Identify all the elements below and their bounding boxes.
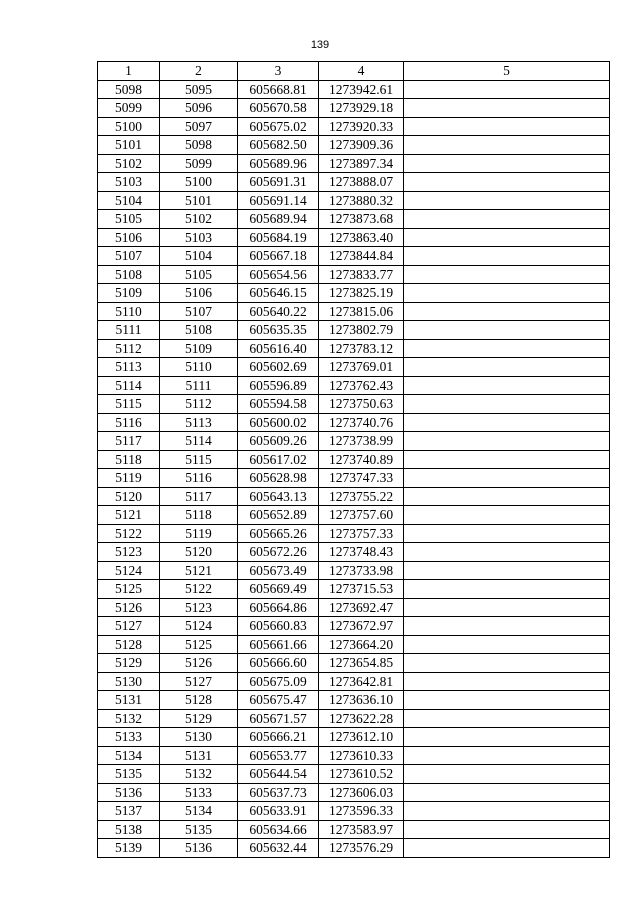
table-cell-col-2: 5122 [160, 580, 238, 599]
table-row [98, 450, 610, 469]
table-cell-col-4: 1273880.32 [319, 191, 404, 210]
table-cell-col-4: 1273715.53 [319, 580, 404, 599]
table-row [98, 247, 610, 266]
table-row [98, 80, 610, 99]
table-cell-col-5 [404, 210, 610, 229]
table-cell-col-1: 5112 [98, 339, 160, 358]
table-row [98, 617, 610, 636]
table-row [98, 413, 610, 432]
table-cell-col-1: 5100 [98, 117, 160, 136]
table-cell-col-4: 1273747.33 [319, 469, 404, 488]
table-cell-col-2: 5117 [160, 487, 238, 506]
table-cell-col-1: 5109 [98, 284, 160, 303]
table-row [98, 469, 610, 488]
table-cell-col-2: 5120 [160, 543, 238, 562]
table-cell-col-2: 5105 [160, 265, 238, 284]
table-cell-col-3: 605691.31 [238, 173, 319, 192]
table-row [98, 136, 610, 155]
table-cell-col-5 [404, 117, 610, 136]
table-cell-col-3: 605602.69 [238, 358, 319, 377]
table-cell-col-4: 1273612.10 [319, 728, 404, 747]
table-cell-col-5 [404, 524, 610, 543]
table-cell-col-2: 5099 [160, 154, 238, 173]
table-cell-col-5 [404, 395, 610, 414]
table-cell-col-2: 5131 [160, 746, 238, 765]
table-cell-col-4: 1273909.36 [319, 136, 404, 155]
table-cell-col-3: 605632.44 [238, 839, 319, 858]
table-row [98, 802, 610, 821]
table-cell-col-4: 1273815.06 [319, 302, 404, 321]
table-cell-col-2: 5135 [160, 820, 238, 839]
table-cell-col-3: 605671.57 [238, 709, 319, 728]
table-cell-col-2: 5121 [160, 561, 238, 580]
table-cell-col-3: 605640.22 [238, 302, 319, 321]
table-cell-col-2: 5114 [160, 432, 238, 451]
table-cell-col-4: 1273740.89 [319, 450, 404, 469]
table-cell-col-3: 605672.26 [238, 543, 319, 562]
table-cell-col-1: 5124 [98, 561, 160, 580]
table-cell-col-3: 605666.21 [238, 728, 319, 747]
table-cell-col-5 [404, 376, 610, 395]
table-cell-col-2: 5109 [160, 339, 238, 358]
table-cell-col-1: 5122 [98, 524, 160, 543]
table-cell-col-2: 5129 [160, 709, 238, 728]
table-cell-col-4: 1273929.18 [319, 99, 404, 118]
table-row [98, 709, 610, 728]
table-row [98, 580, 610, 599]
table-cell-col-3: 605653.77 [238, 746, 319, 765]
table-cell-col-3: 605633.91 [238, 802, 319, 821]
table-cell-col-3: 605684.19 [238, 228, 319, 247]
table-cell-col-1: 5106 [98, 228, 160, 247]
table-cell-col-5 [404, 561, 610, 580]
table-cell-col-2: 5110 [160, 358, 238, 377]
table-cell-col-2: 5106 [160, 284, 238, 303]
table-cell-col-2: 5102 [160, 210, 238, 229]
table-cell-col-4: 1273692.47 [319, 598, 404, 617]
table-cell-col-1: 5099 [98, 99, 160, 118]
table-cell-col-5 [404, 802, 610, 821]
table-cell-col-3: 605594.58 [238, 395, 319, 414]
table-row [98, 543, 610, 562]
table-cell-col-4: 1273825.19 [319, 284, 404, 303]
table-cell-col-5 [404, 543, 610, 562]
table-row [98, 524, 610, 543]
table-cell-col-4: 1273733.98 [319, 561, 404, 580]
table-cell-col-3: 605600.02 [238, 413, 319, 432]
table-row [98, 561, 610, 580]
table-cell-col-5 [404, 598, 610, 617]
table-cell-col-3: 605666.60 [238, 654, 319, 673]
table-cell-col-5 [404, 635, 610, 654]
table-cell-col-1: 5110 [98, 302, 160, 321]
table-cell-col-1: 5130 [98, 672, 160, 691]
table-cell-col-2: 5103 [160, 228, 238, 247]
table-cell-col-2: 5132 [160, 765, 238, 784]
table-cell-col-1: 5125 [98, 580, 160, 599]
table-row [98, 820, 610, 839]
table-cell-col-5 [404, 839, 610, 858]
table-cell-col-1: 5136 [98, 783, 160, 802]
table-cell-col-1: 5120 [98, 487, 160, 506]
table-cell-col-3: 605664.86 [238, 598, 319, 617]
table-row [98, 284, 610, 303]
table-cell-col-2: 5133 [160, 783, 238, 802]
table-cell-col-1: 5137 [98, 802, 160, 821]
table-cell-col-1: 5115 [98, 395, 160, 414]
table-cell-col-1: 5105 [98, 210, 160, 229]
table-cell-col-3: 605616.40 [238, 339, 319, 358]
table-cell-col-5 [404, 820, 610, 839]
column-header-4: 4 [319, 62, 404, 81]
table-cell-col-4: 1273610.52 [319, 765, 404, 784]
table-cell-col-4: 1273672.97 [319, 617, 404, 636]
table-row [98, 432, 610, 451]
table-cell-col-4: 1273755.22 [319, 487, 404, 506]
table-cell-col-3: 605673.49 [238, 561, 319, 580]
table-row [98, 117, 610, 136]
table-cell-col-1: 5119 [98, 469, 160, 488]
table-cell-col-1: 5121 [98, 506, 160, 525]
table-cell-col-4: 1273622.28 [319, 709, 404, 728]
table-cell-col-3: 605665.26 [238, 524, 319, 543]
table-cell-col-1: 5108 [98, 265, 160, 284]
table-cell-col-5 [404, 506, 610, 525]
table-row [98, 376, 610, 395]
table-cell-col-1: 5114 [98, 376, 160, 395]
table-cell-col-1: 5129 [98, 654, 160, 673]
table-cell-col-5 [404, 321, 610, 340]
table-cell-col-5 [404, 691, 610, 710]
table-cell-col-3: 605596.89 [238, 376, 319, 395]
table-cell-col-5 [404, 783, 610, 802]
table-cell-col-2: 5124 [160, 617, 238, 636]
table-cell-col-2: 5130 [160, 728, 238, 747]
page-number: 139 [310, 39, 330, 51]
table-cell-col-4: 1273757.33 [319, 524, 404, 543]
table-cell-col-1: 5118 [98, 450, 160, 469]
table-cell-col-1: 5131 [98, 691, 160, 710]
table-cell-col-3: 605634.66 [238, 820, 319, 839]
table-cell-col-4: 1273583.97 [319, 820, 404, 839]
column-header-1: 1 [98, 62, 160, 81]
table-cell-col-3: 605644.54 [238, 765, 319, 784]
table-cell-col-3: 605675.02 [238, 117, 319, 136]
table-cell-col-1: 5123 [98, 543, 160, 562]
table-row [98, 173, 610, 192]
table-cell-col-1: 5098 [98, 80, 160, 99]
table-cell-col-4: 1273654.85 [319, 654, 404, 673]
table-cell-col-1: 5135 [98, 765, 160, 784]
table-cell-col-5 [404, 469, 610, 488]
table-cell-col-2: 5111 [160, 376, 238, 395]
table-cell-col-5 [404, 358, 610, 377]
table-cell-col-2: 5127 [160, 672, 238, 691]
table-cell-col-2: 5126 [160, 654, 238, 673]
table-cell-col-2: 5113 [160, 413, 238, 432]
table-cell-col-5 [404, 672, 610, 691]
table-cell-col-1: 5127 [98, 617, 160, 636]
table-cell-col-5 [404, 99, 610, 118]
table-cell-col-1: 5128 [98, 635, 160, 654]
table-row [98, 839, 610, 858]
table-cell-col-1: 5104 [98, 191, 160, 210]
table-cell-col-4: 1273750.63 [319, 395, 404, 414]
coordinates-table [97, 61, 610, 858]
table-cell-col-3: 605675.09 [238, 672, 319, 691]
table-cell-col-2: 5104 [160, 247, 238, 266]
table-cell-col-5 [404, 654, 610, 673]
table-cell-col-5 [404, 173, 610, 192]
table-cell-col-3: 605661.66 [238, 635, 319, 654]
table-cell-col-1: 5117 [98, 432, 160, 451]
table-cell-col-5 [404, 765, 610, 784]
table-cell-col-2: 5112 [160, 395, 238, 414]
table-cell-col-5 [404, 154, 610, 173]
table-cell-col-3: 605643.13 [238, 487, 319, 506]
table-cell-col-5 [404, 247, 610, 266]
table-cell-col-1: 5103 [98, 173, 160, 192]
table-row [98, 228, 610, 247]
table-cell-col-4: 1273783.12 [319, 339, 404, 358]
table-cell-col-4: 1273664.20 [319, 635, 404, 654]
table-cell-col-1: 5102 [98, 154, 160, 173]
table-cell-col-2: 5097 [160, 117, 238, 136]
table-row [98, 728, 610, 747]
table-cell-col-2: 5101 [160, 191, 238, 210]
table-cell-col-4: 1273897.34 [319, 154, 404, 173]
table-cell-col-5 [404, 191, 610, 210]
table-cell-col-5 [404, 432, 610, 451]
table-cell-col-5 [404, 746, 610, 765]
table-cell-col-4: 1273738.99 [319, 432, 404, 451]
table-cell-col-3: 605617.02 [238, 450, 319, 469]
table-cell-col-3: 605654.56 [238, 265, 319, 284]
table-row [98, 506, 610, 525]
table-cell-col-2: 5128 [160, 691, 238, 710]
table-cell-col-2: 5118 [160, 506, 238, 525]
table-cell-col-5 [404, 265, 610, 284]
column-header-3: 3 [238, 62, 319, 81]
table-row [98, 598, 610, 617]
table-cell-col-4: 1273606.03 [319, 783, 404, 802]
table-cell-col-2: 5125 [160, 635, 238, 654]
table-cell-col-3: 605609.26 [238, 432, 319, 451]
table-cell-col-4: 1273576.29 [319, 839, 404, 858]
table-cell-col-2: 5107 [160, 302, 238, 321]
table-cell-col-1: 5113 [98, 358, 160, 377]
table-cell-col-3: 605660.83 [238, 617, 319, 636]
table-cell-col-1: 5133 [98, 728, 160, 747]
column-header-5: 5 [404, 62, 610, 81]
table-cell-col-4: 1273863.40 [319, 228, 404, 247]
table-cell-col-3: 605691.14 [238, 191, 319, 210]
table-cell-col-5 [404, 487, 610, 506]
table-cell-col-1: 5132 [98, 709, 160, 728]
table-cell-col-5 [404, 728, 610, 747]
table-cell-col-5 [404, 450, 610, 469]
table-cell-col-4: 1273762.43 [319, 376, 404, 395]
table-cell-col-3: 605637.73 [238, 783, 319, 802]
table-cell-col-3: 605669.49 [238, 580, 319, 599]
table-cell-col-3: 605646.15 [238, 284, 319, 303]
table-cell-col-4: 1273610.33 [319, 746, 404, 765]
table-cell-col-3: 605689.96 [238, 154, 319, 173]
table-row [98, 654, 610, 673]
table-row [98, 395, 610, 414]
table-cell-col-1: 5111 [98, 321, 160, 340]
table-cell-col-2: 5098 [160, 136, 238, 155]
table-cell-col-2: 5123 [160, 598, 238, 617]
table-cell-col-2: 5115 [160, 450, 238, 469]
table-cell-col-1: 5116 [98, 413, 160, 432]
table-cell-col-4: 1273740.76 [319, 413, 404, 432]
table-cell-col-4: 1273748.43 [319, 543, 404, 562]
table-cell-col-5 [404, 302, 610, 321]
table-cell-col-4: 1273844.84 [319, 247, 404, 266]
table-row [98, 691, 610, 710]
table-cell-col-3: 605682.50 [238, 136, 319, 155]
table-cell-col-2: 5095 [160, 80, 238, 99]
table-row [98, 302, 610, 321]
table-cell-col-3: 605635.35 [238, 321, 319, 340]
table-cell-col-4: 1273873.68 [319, 210, 404, 229]
table-cell-col-5 [404, 339, 610, 358]
table-row [98, 358, 610, 377]
table-cell-col-3: 605668.81 [238, 80, 319, 99]
table-row [98, 99, 610, 118]
table-cell-col-1: 5107 [98, 247, 160, 266]
table-cell-col-3: 605675.47 [238, 691, 319, 710]
table-row [98, 635, 610, 654]
table-cell-col-2: 5116 [160, 469, 238, 488]
table-cell-col-5 [404, 413, 610, 432]
table-row [98, 672, 610, 691]
table-cell-col-4: 1273636.10 [319, 691, 404, 710]
table-row [98, 265, 610, 284]
table-cell-col-2: 5119 [160, 524, 238, 543]
table-cell-col-5 [404, 80, 610, 99]
table-cell-col-3: 605652.89 [238, 506, 319, 525]
table-cell-col-3: 605670.58 [238, 99, 319, 118]
table-cell-col-2: 5100 [160, 173, 238, 192]
table-cell-col-4: 1273942.61 [319, 80, 404, 99]
table-cell-col-1: 5101 [98, 136, 160, 155]
table-cell-col-2: 5096 [160, 99, 238, 118]
table-cell-col-1: 5134 [98, 746, 160, 765]
table-cell-col-5 [404, 709, 610, 728]
column-header-2: 2 [160, 62, 238, 81]
table-row [98, 765, 610, 784]
table-row [98, 210, 610, 229]
table-cell-col-4: 1273642.81 [319, 672, 404, 691]
table-row [98, 746, 610, 765]
table-row [98, 154, 610, 173]
table-cell-col-3: 605689.94 [238, 210, 319, 229]
table-cell-col-3: 605667.18 [238, 247, 319, 266]
table-cell-col-4: 1273596.33 [319, 802, 404, 821]
table-cell-col-2: 5134 [160, 802, 238, 821]
table-cell-col-2: 5108 [160, 321, 238, 340]
table-cell-col-3: 605628.98 [238, 469, 319, 488]
table-cell-col-2: 5136 [160, 839, 238, 858]
table-cell-col-1: 5138 [98, 820, 160, 839]
table-row [98, 783, 610, 802]
table-cell-col-4: 1273833.77 [319, 265, 404, 284]
table-cell-col-1: 5126 [98, 598, 160, 617]
table-body [98, 80, 610, 857]
table-cell-col-5 [404, 228, 610, 247]
table-row [98, 487, 610, 506]
table-cell-col-5 [404, 617, 610, 636]
table-cell-col-5 [404, 580, 610, 599]
table-cell-col-1: 5139 [98, 839, 160, 858]
table-header-row [98, 62, 610, 81]
table-row [98, 321, 610, 340]
table-cell-col-4: 1273802.79 [319, 321, 404, 340]
table-cell-col-4: 1273757.60 [319, 506, 404, 525]
table-cell-col-4: 1273888.07 [319, 173, 404, 192]
table-cell-col-5 [404, 284, 610, 303]
table-cell-col-5 [404, 136, 610, 155]
table-cell-col-4: 1273920.33 [319, 117, 404, 136]
table-row [98, 339, 610, 358]
table-row [98, 191, 610, 210]
table-cell-col-4: 1273769.01 [319, 358, 404, 377]
